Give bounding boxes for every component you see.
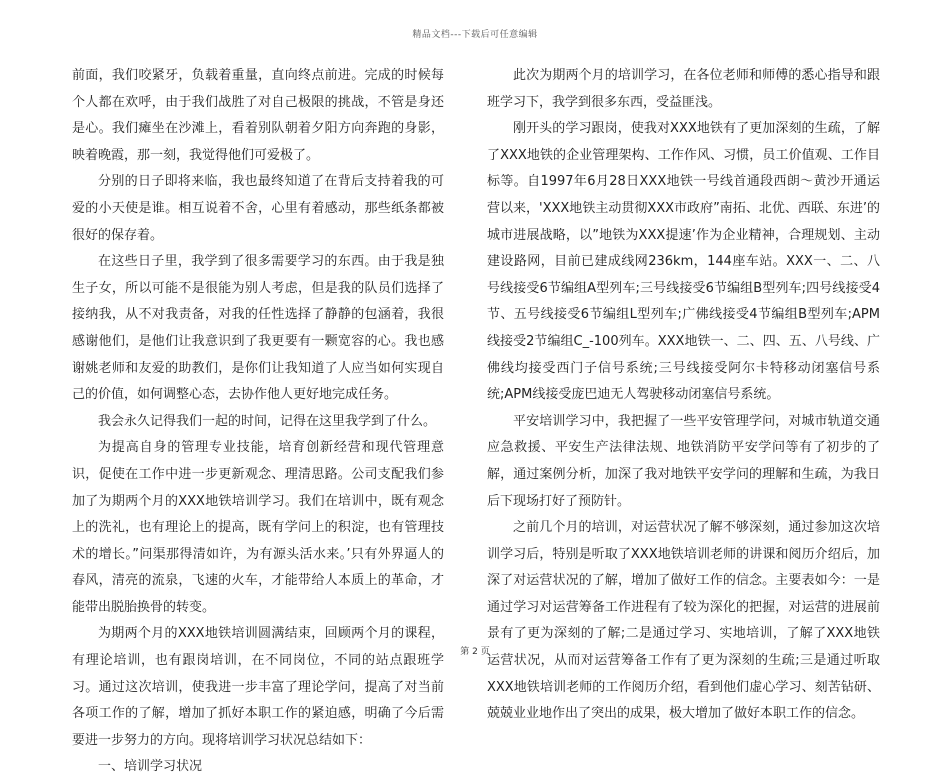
paragraph: 分别的日子即将来临，我也最终知道了在背后支持着我的可爱的小天使是谁。相互说着不舍，心里有着感动，那些纸条都被很好的保存着。 [72,174,444,243]
left-column [72,63,444,781]
paragraph: 为提高自身的管理专业技能，培育创新经营和现代管理意识，促使在工作中进一步更新观念、理清思路。公司支配我们参加了为期两个月的XXX地铁培训学习。我们在培训中，既有观念上的洗礼，也有理论上的提高，既有学问上的积淀，也有管理技术的增长。”问渠那得清如许，为有源头活水来。’只有外界逼人的春风，清亮的流泉，飞速的火车，才能带给人本质上的革命，才能带出脱胎换骨的转变。 [72,440,444,615]
section-heading: 一、培训学习状况 [98,759,203,775]
page-header: 精品文档---下载后可任意编辑 [412,30,538,40]
page-number: 第 2 页 [460,647,490,657]
paragraph: 为期两个月的XXX地铁培训圆满结束，回顾两个月的课程，有理论培训，也有跟岗培训，在不同岗位，不同的站点跟班学习。通过这次培训，使我进一步丰富了理论学问，提高了对当前各项工作的了解，增加了抓好本职工作的紧迫感，明确了今后需要进一步努力的方向。现将培训学习状况总结如下： [72,626,444,748]
paragraph: 平安培训学习中，我把握了一些平安管理学问，对城市轨道交通应急救援、平安生产法律法规、地铁消防平安学问等有了初步的了解，通过案例分析，加深了我对地铁平安学问的理解和生疏，为我日后下现场打好了预防针。 [487,413,880,509]
paragraph: 我会永久记得我们一起的时间，记得在这里我学到了什么。 [98,413,437,429]
paragraph: 此次为期两个月的培训学习，在各位老师和师傅的悉心指导和跟班学习下，我学到很多东西，受益匪浅。 [487,68,880,110]
paragraph: 刚开头的学习跟岗，使我对XXX地铁有了更加深刻的生疏，了解了XXX地铁的企业管理架构、工作作风、习惯，员工价值观、工作目标等。自1997年6月28日XXX地铁一号线首通段西朗～黄沙开通运营以来，'XXX地铁主动贯彻XXX市政府”南拓、北优、西联、东进’的城市进展战略，以”地铁为XXX提速’作为企业精神，合理规划、主动建设路网，目前已建成线网236km，144座车站。XXX一、二、八号线接受6节编组A型列车;三号线接受6节编组B型列车;四号线接受4节、五号线接受6节编组L型列车;广佛线接受4节编组B型列车;APM线接受2节编组C_-100列车。XXX地铁一、二、四、五、八号线、广佛线均接受西门子信号系统;三号线接受阿尔卡特移动闭塞信号系统;APM线接受庞巴迪无人驾驶移动闭塞信号系统。 [487,121,880,403]
paragraph: 之前几个月的培训，对运营状况了解不够深刻，通过参加这次培训学习后，特别是听取了XXX地铁培训老师的讲课和阅历介绍后，加深了对运营状况的了解，增加了做好工作的信念。主要表如今：一是通过学习对运营筹备工作进程有了较为深化的把握，对运营的进展前景有了更为深刻的了解;二是通过学习、实地培训，了解了XXX地铁运营状况，从而对运营筹备工作有了更为深刻的生疏;三是通过听取XXX地铁培训老师的工作阅历介绍，看到他们虚心学习、刻苦钻研、兢兢业业地作出了突出的成果，极大增加了做好本职工作的信念。 [487,520,880,722]
paragraph: 前面，我们咬紧牙，负载着重量，直向终点前进。完成的时候每个人都在欢呼，由于我们战胜了对自己极限的挑战，不管是身还是心。我们瘫坐在沙滩上，看着别队朝着夕阳方向奔跑的身影，映着晚霞，那一刻，我觉得他们可爱极了。 [72,68,444,163]
right-column [487,63,880,728]
paragraph: 在这些日子里，我学到了很多需要学习的东西。由于我是独生子女，所以可能不是很能为别人考虑，但是我的队员们选择了接纳我，从不对我责备，对我的任性选择了静静的包涵着，我很感谢他们，是他们让我意识到了我更要有一颗宽容的心。我也感谢姚老师和友爱的助教们，是你们让我知道了人应当如何实现自己的价值，如何调整心态，去协作他人更好地完成任务。 [72,254,444,403]
